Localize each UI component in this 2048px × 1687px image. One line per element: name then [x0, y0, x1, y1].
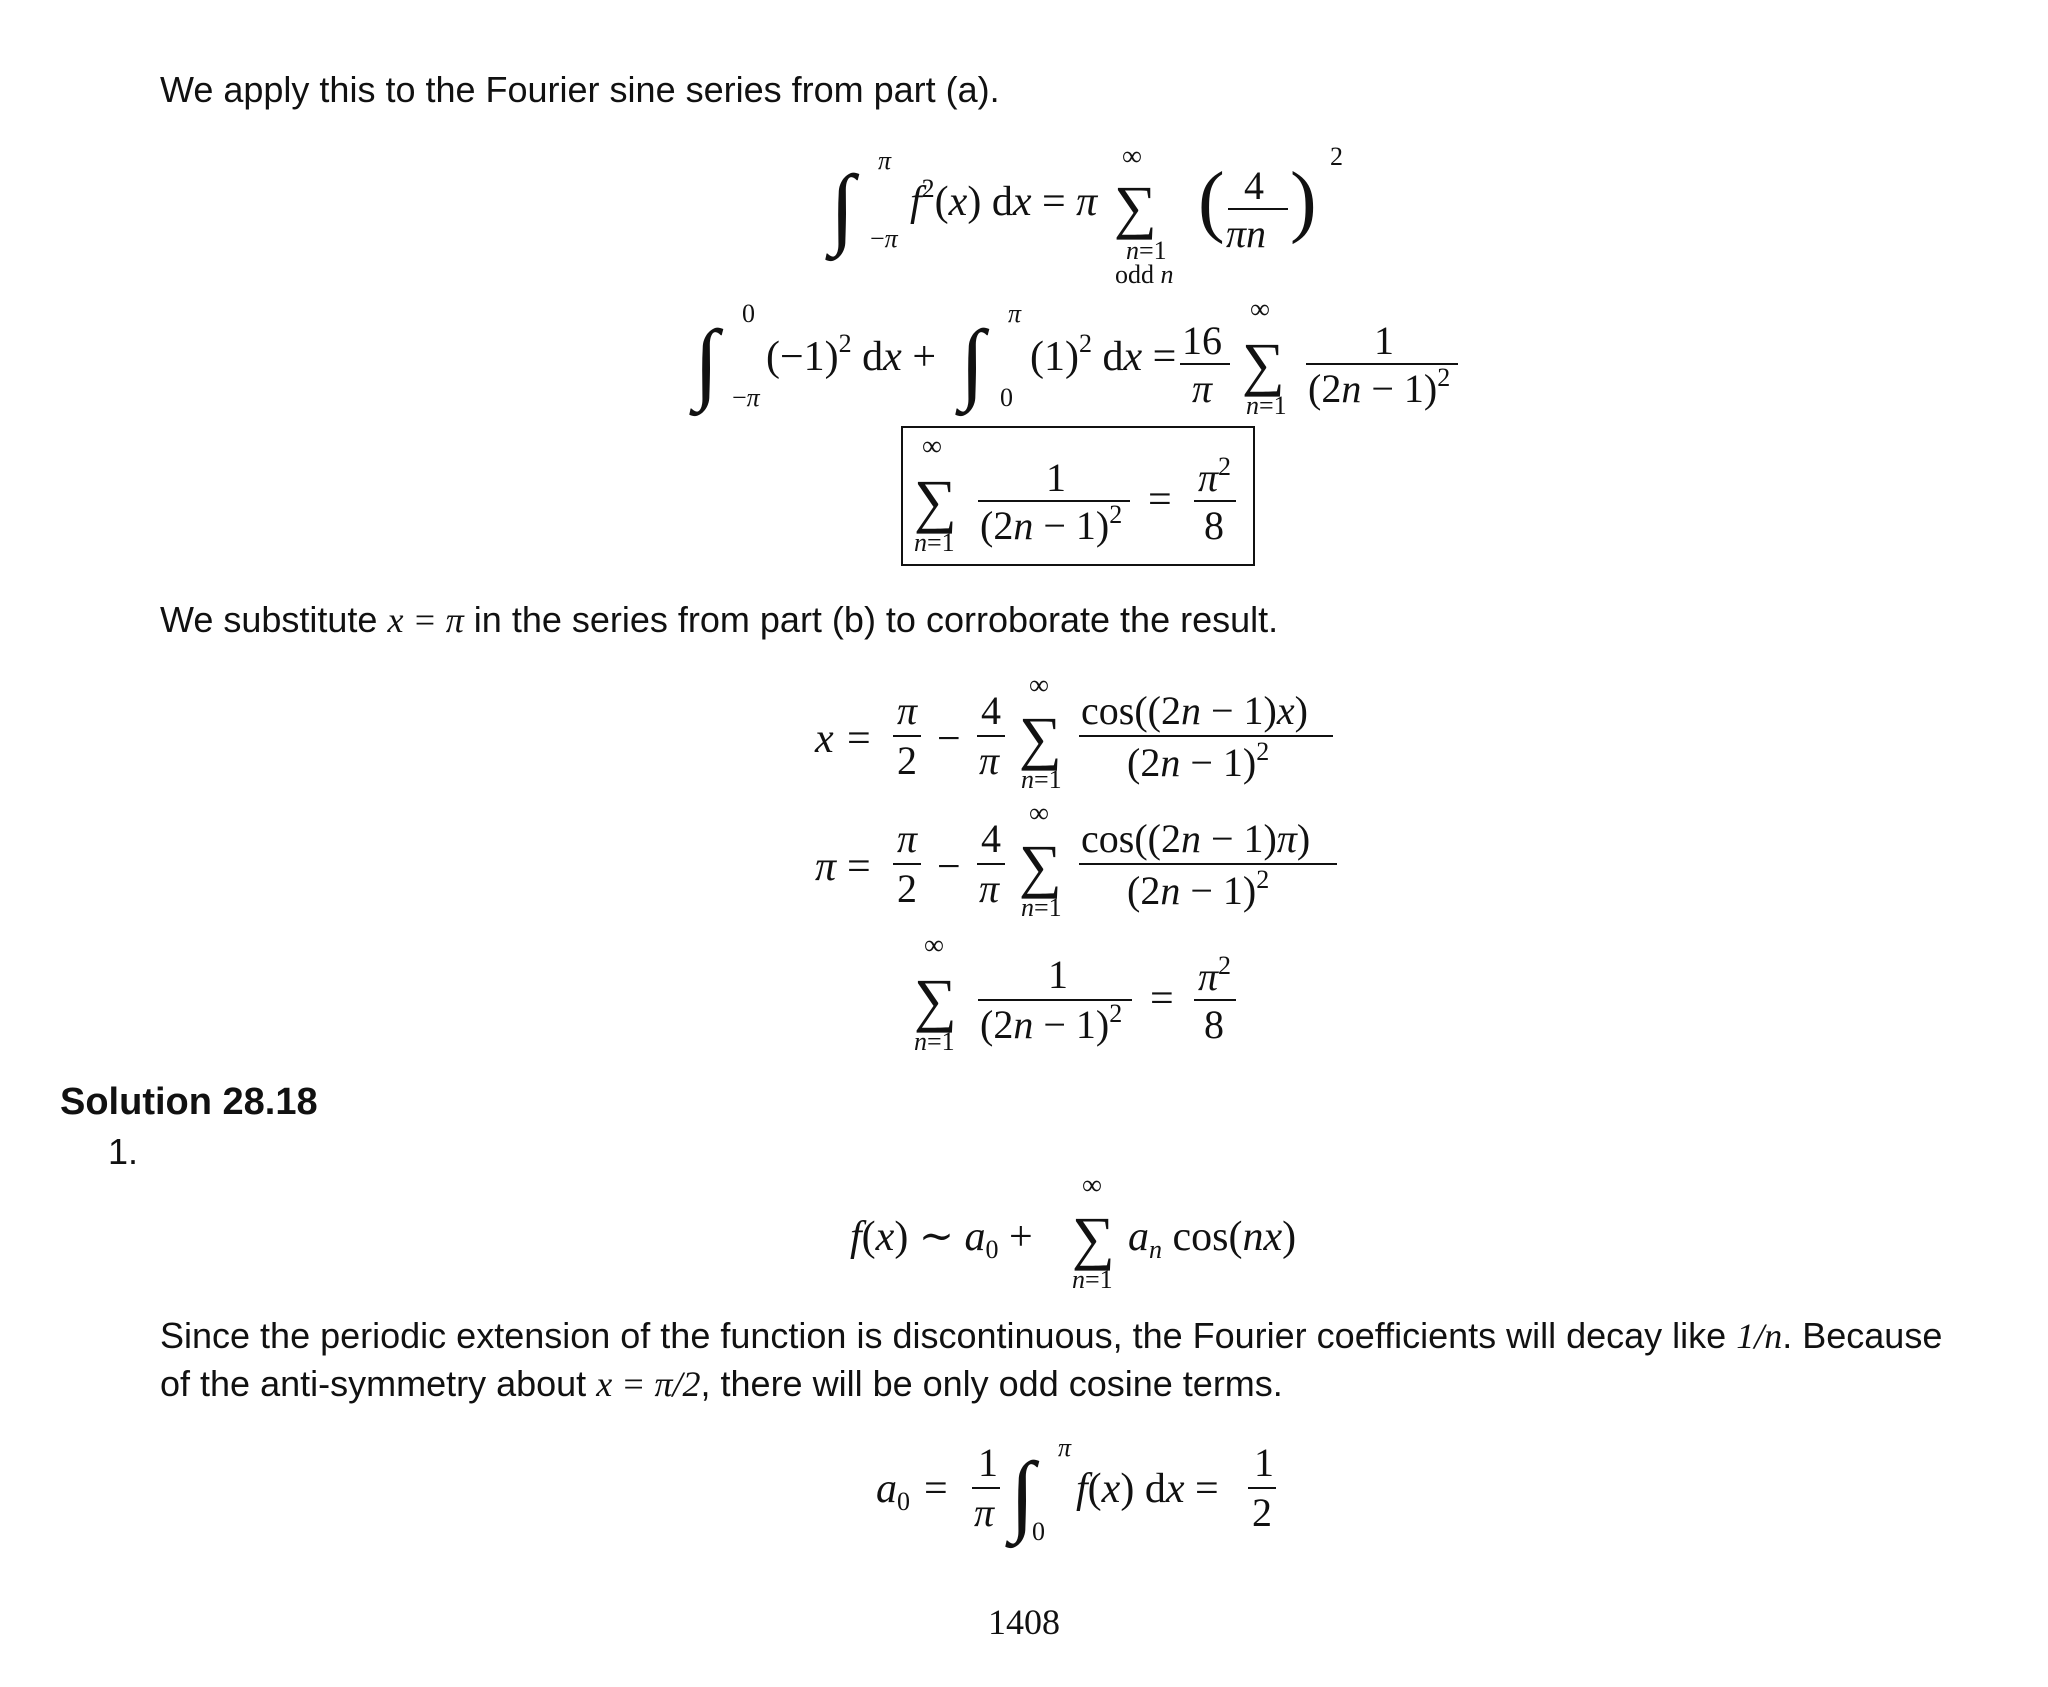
equation-boxed-result: [900, 425, 1260, 570]
svg-text:π: π: [897, 688, 918, 733]
svg-text:16: 16: [1182, 318, 1222, 363]
substitute-math: x = π: [387, 600, 464, 640]
svg-text:∞: ∞: [922, 431, 942, 462]
svg-text:n=1: n=1: [1126, 236, 1167, 265]
svg-text:=: =: [1148, 477, 1172, 523]
svg-text:2: 2: [897, 738, 917, 783]
svg-text:(2n − 1)2: $(2n - 1)^2$: [1127, 865, 1270, 913]
svg-text:n=1: n=1: [1246, 391, 1287, 420]
svg-text:πn: πn: [1226, 211, 1267, 256]
svg-text:2: 2: [1330, 142, 1343, 171]
intro-paragraph: We apply this to the Fourier sine series from part (a).: [160, 69, 1000, 110]
svg-text:0: 0: [1032, 1517, 1045, 1546]
since-line1-math: 1/n: [1736, 1316, 1783, 1356]
svg-text:∑: ∑: [1019, 833, 1062, 899]
svg-text:4: 4: [1244, 163, 1264, 208]
substitute-text-before: We substitute: [160, 599, 378, 640]
since-line2-math: x = π/2: [596, 1364, 701, 1404]
svg-text:−: −: [937, 716, 961, 762]
svg-text:∑: ∑: [1242, 331, 1285, 397]
svg-text:n=1: n=1: [1021, 893, 1062, 922]
page-number: 1408: [988, 1602, 1060, 1642]
solution-heading: Solution 28.18: [60, 1081, 318, 1123]
svg-text:∫: ∫: [960, 313, 985, 412]
svg-text:∫: ∫: [830, 158, 855, 257]
svg-text:4: 4: [981, 688, 1001, 733]
svg-text:odd n: odd n: [1115, 260, 1174, 289]
substitute-text-after: in the series from part (b) to corroborate the result.: [473, 599, 1279, 640]
svg-text:x: x: [815, 716, 834, 762]
svg-text:π: π: [897, 816, 918, 861]
svg-text:π: π: [979, 866, 1000, 911]
svg-text:∫: ∫: [694, 313, 719, 412]
svg-text:1: 1: [1048, 952, 1068, 997]
svg-text:(2n − 1)2: $(2n - 1)^2$: [1127, 737, 1270, 785]
svg-text:n=1: n=1: [1072, 1265, 1113, 1294]
svg-text:∑: ∑: [1114, 174, 1157, 240]
svg-text:8: 8: [1204, 503, 1224, 548]
svg-text:π: π: [1192, 366, 1213, 411]
svg-text:π: π: [979, 738, 1000, 783]
since-paragraph-line2: [160, 1360, 1283, 1408]
svg-text:n=1: n=1: [914, 528, 955, 557]
svg-text:=: =: [847, 716, 871, 762]
svg-text:−π: −π: [732, 383, 760, 412]
svg-text:∞: ∞: [1029, 670, 1049, 701]
svg-text:4: 4: [981, 816, 1001, 861]
svg-text:(2n − 1)2: $(2n - 1)^2$: [980, 999, 1123, 1047]
since-line2-after: , there will be only odd cosine terms.: [700, 1363, 1283, 1404]
equation-series-pi: [815, 800, 1355, 930]
svg-text:∫: ∫: [1010, 1445, 1035, 1544]
svg-text:π: π: [1008, 299, 1022, 328]
since-line2-before: of the anti-symmetry about: [160, 1363, 587, 1404]
svg-text:1: 1: [978, 1440, 998, 1485]
equation-series-x: [815, 672, 1355, 802]
svg-text:(: (: [1198, 157, 1225, 245]
svg-text:∞: ∞: [1082, 1170, 1102, 1201]
svg-text:f(x) ∼ a0 +: f(x) ∼ a0 +: [850, 1214, 1033, 1264]
svg-text:∑: ∑: [1019, 705, 1062, 771]
svg-text:cos((2n − 1)π): cos((2n − 1)π): [1081, 816, 1311, 861]
svg-text:∞: ∞: [1250, 294, 1270, 325]
svg-text:π2: $\pi^2$: [1198, 951, 1232, 999]
equation-result-again: [902, 932, 1242, 1062]
svg-text:an cos(nx): an cos(nx): [1128, 1214, 1297, 1264]
svg-text:π2: $\pi^2$: [1198, 452, 1232, 500]
svg-text:=: =: [924, 1466, 948, 1512]
svg-text:a0: a0: [876, 1466, 910, 1516]
svg-text:cos((2n − 1)x): cos((2n − 1)x): [1081, 688, 1308, 733]
svg-text:2: 2: [897, 866, 917, 911]
svg-text:0: 0: [1000, 383, 1013, 412]
equation-a0: [876, 1430, 1316, 1560]
svg-text:=: =: [847, 844, 871, 890]
svg-text:∑: ∑: [1072, 1205, 1115, 1271]
list-marker: 1.: [108, 1131, 139, 1172]
svg-text:(2n − 1)2: $(2n - 1)^2$: [1308, 363, 1451, 411]
svg-text:1: 1: [1374, 318, 1394, 363]
svg-text:(2n − 1)2: $(2n - 1)^2$: [980, 500, 1123, 548]
svg-text:∑: ∑: [914, 967, 957, 1033]
since-line1-end: . Because: [1782, 1315, 1943, 1356]
svg-text:∑: ∑: [914, 468, 957, 534]
svg-text:f2(x) dx = π: $f^2(x)$ dx = π: [910, 174, 1098, 225]
equation-parseval: [820, 135, 1360, 295]
svg-text:=: =: [1150, 976, 1174, 1022]
svg-text:π: π: [1058, 1433, 1072, 1462]
svg-text:f(x) dx =: f(x) dx =: [1076, 1466, 1219, 1512]
svg-text:1: 1: [1254, 1440, 1274, 1485]
substitute-paragraph: [160, 596, 1278, 644]
svg-text:0: 0: [742, 299, 755, 328]
svg-text:): ): [1290, 157, 1317, 245]
since-paragraph-line1: [160, 1312, 1942, 1360]
svg-text:n=1: n=1: [1021, 765, 1062, 794]
svg-text:1: 1: [1046, 455, 1066, 500]
equation-split-integrals: [690, 290, 1480, 430]
svg-text:π: π: [974, 1490, 995, 1535]
svg-text:(−1)2 dx +: $(-1)^2$ dx +: [766, 329, 937, 380]
svg-text:(1)2 dx =: $(1)^2$ dx =: [1030, 329, 1177, 380]
svg-text:∞: ∞: [1029, 798, 1049, 829]
svg-text:n=1: n=1: [914, 1027, 955, 1056]
svg-text:2: 2: [1252, 1490, 1272, 1535]
svg-text:8: 8: [1204, 1002, 1224, 1047]
svg-text:−: −: [937, 844, 961, 890]
svg-text:−π: −π: [870, 224, 898, 253]
svg-text:∞: ∞: [924, 930, 944, 961]
since-line1-text: Since the periodic extension of the function is discontinuous, the Fourier coefficients will decay like: [160, 1315, 1727, 1356]
svg-text:π: π: [815, 844, 837, 890]
svg-text:π: π: [878, 146, 892, 175]
equation-cosine-series: [850, 1172, 1320, 1302]
svg-text:∞: ∞: [1122, 141, 1142, 172]
